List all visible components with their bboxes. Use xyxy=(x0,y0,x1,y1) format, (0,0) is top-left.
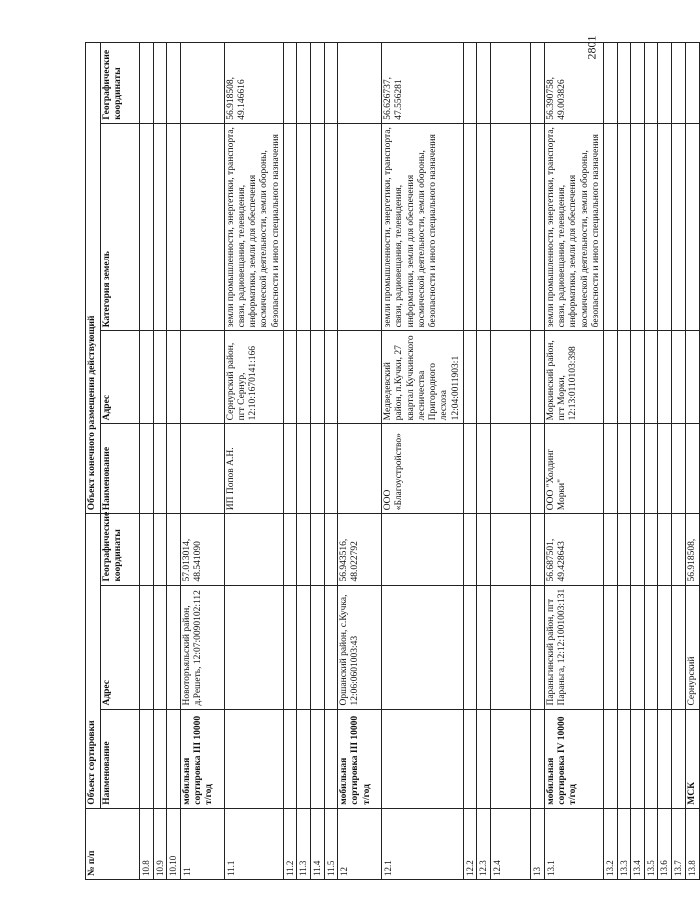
table-row xyxy=(631,43,645,880)
final-coords-cell: 56.390758, 49.003826 xyxy=(544,43,603,124)
row-number: 11.2 xyxy=(283,808,297,879)
sort-address-cell: Сернурский xyxy=(685,585,699,709)
header-final-land: Категория земель xyxy=(101,123,140,331)
final-address-cell: Моркинский район, пгт Морки, 12:13:0110103:398 xyxy=(544,331,603,424)
row-number: 12.1 xyxy=(382,808,463,879)
row-number: 13.5 xyxy=(644,808,658,879)
final-name-cell: ООО «Благоустройство» xyxy=(382,424,463,514)
table-row xyxy=(283,43,297,880)
row-number: 12.4 xyxy=(490,808,530,879)
header-final-address: Адрес xyxy=(101,331,140,424)
table-row xyxy=(603,43,617,880)
row-number: 12.2 xyxy=(463,808,477,879)
row-number: 13.4 xyxy=(631,808,645,879)
table-row xyxy=(671,43,685,880)
row-number: 11.1 xyxy=(224,808,283,879)
header-row-columns xyxy=(101,43,140,880)
row-number: 10.8 xyxy=(140,808,154,879)
sort-name-cell: мобильная сортировка III 10000 т/год xyxy=(338,709,382,808)
rotated-table-container xyxy=(85,42,697,880)
row-number: 13.6 xyxy=(658,808,672,879)
final-address-cell: Медведевский район, п.Кучки, 27 квартал Кучкинского лесничества Пригородного лесхоза 12:04:0011903:1 xyxy=(382,331,463,424)
table-row xyxy=(644,43,658,880)
table-row xyxy=(617,43,631,880)
final-name-cell: ООО "Холдинг Морки" xyxy=(544,424,603,514)
sort-address-cell: Параньгинский район, пгт Параньга, 12:12:1001003:131 xyxy=(544,585,603,709)
row-number: 13.1 xyxy=(544,808,603,879)
sort-coords-cell: 57.013014, 48.541090 xyxy=(180,514,224,585)
row-number: 11 xyxy=(180,808,224,879)
table-row xyxy=(463,43,477,880)
row-number: 10.10 xyxy=(167,808,181,879)
row-number: 10.9 xyxy=(153,808,167,879)
sort-name-cell: МСК xyxy=(685,709,699,808)
table-row xyxy=(140,43,154,880)
sorting-objects-table xyxy=(85,42,700,880)
final-land-cell: земли промышленности, энергетики, транспорта, связи, радиовещания, телевидения, информатики, земли для обеспечения космической деятельности, земли обороны, безопасности и иного специального назначения xyxy=(224,123,283,331)
row-number: 13 xyxy=(530,808,544,879)
row-number: 13.3 xyxy=(617,808,631,879)
sort-address-cell: Новоторъяльский район, д.Решеть, 12:07:0090102:112 xyxy=(180,585,224,709)
sort-coords-cell: 56.687501, 49.428643 xyxy=(544,514,603,585)
final-address-cell: Сернурский район, пгт Сернур, 12:10:1670141:166 xyxy=(224,331,283,424)
header-sorting-object: Объект сортировки xyxy=(86,514,101,808)
table-row xyxy=(180,43,224,880)
row-number: 13.2 xyxy=(603,808,617,879)
table-row xyxy=(382,43,463,880)
header-row-group xyxy=(86,43,101,880)
table-row xyxy=(224,43,283,880)
header-final-coords: Географические координаты xyxy=(101,43,140,124)
row-number: 12.3 xyxy=(477,808,491,879)
header-sort-address: Адрес xyxy=(101,585,140,709)
row-number: 12 xyxy=(338,808,382,879)
table-row xyxy=(544,43,603,880)
final-coords-cell: 56.918508, 49.146616 xyxy=(224,43,283,124)
header-final-placement: Объект конечного размещения действующий xyxy=(86,43,101,514)
final-name-cell: ИП Попов А.Н. xyxy=(224,424,283,514)
table-row xyxy=(297,43,311,880)
table-body xyxy=(140,43,700,880)
sort-coords-cell: 56.918508, xyxy=(685,514,699,585)
sort-name-cell: мобильная сортировка III 10000 т/год xyxy=(180,709,224,808)
table-row xyxy=(338,43,382,880)
table-row xyxy=(477,43,491,880)
table-row xyxy=(153,43,167,880)
row-number: 11.5 xyxy=(324,808,338,879)
row-number: 13.8 xyxy=(685,808,699,879)
table-row xyxy=(658,43,672,880)
header-num: № п/п xyxy=(86,808,140,879)
final-land-cell: земли промышленности, энергетики, транспорта, связи, радиовещания, телевидения, информатики, земли для обеспечения космической деятельности, земли обороны, безопасности и иного специального назначения xyxy=(382,123,463,331)
header-sort-name: Наименование xyxy=(101,709,140,808)
table-row xyxy=(530,43,544,880)
table-row xyxy=(311,43,325,880)
table-row xyxy=(324,43,338,880)
row-number: 11.3 xyxy=(297,808,311,879)
header-sort-coords: Географические координаты xyxy=(101,514,140,585)
table-row xyxy=(167,43,181,880)
table-row xyxy=(490,43,530,880)
row-number: 11.4 xyxy=(311,808,325,879)
final-coords-cell: 56.626737, 47.556281 xyxy=(382,43,463,124)
header-final-name: Наименование xyxy=(101,424,140,514)
final-land-cell: земли промышленности, энергетики, транспорта, связи, радиовещания, телевидения, информатики, земли для обеспечения космической деятельности, земли обороны, безопасности и иного специального назначения xyxy=(544,123,603,331)
sort-coords-cell: 56.943516, 48.022792 xyxy=(338,514,382,585)
sort-name-cell: мобильная сортировка IV 10000 т/год xyxy=(544,709,603,808)
table-row xyxy=(685,43,699,880)
row-number: 13.7 xyxy=(671,808,685,879)
page-number: 2801 xyxy=(584,35,599,60)
sort-address-cell: Оршанский район, с.Кучка, 12:06:0601003:43 xyxy=(338,585,382,709)
